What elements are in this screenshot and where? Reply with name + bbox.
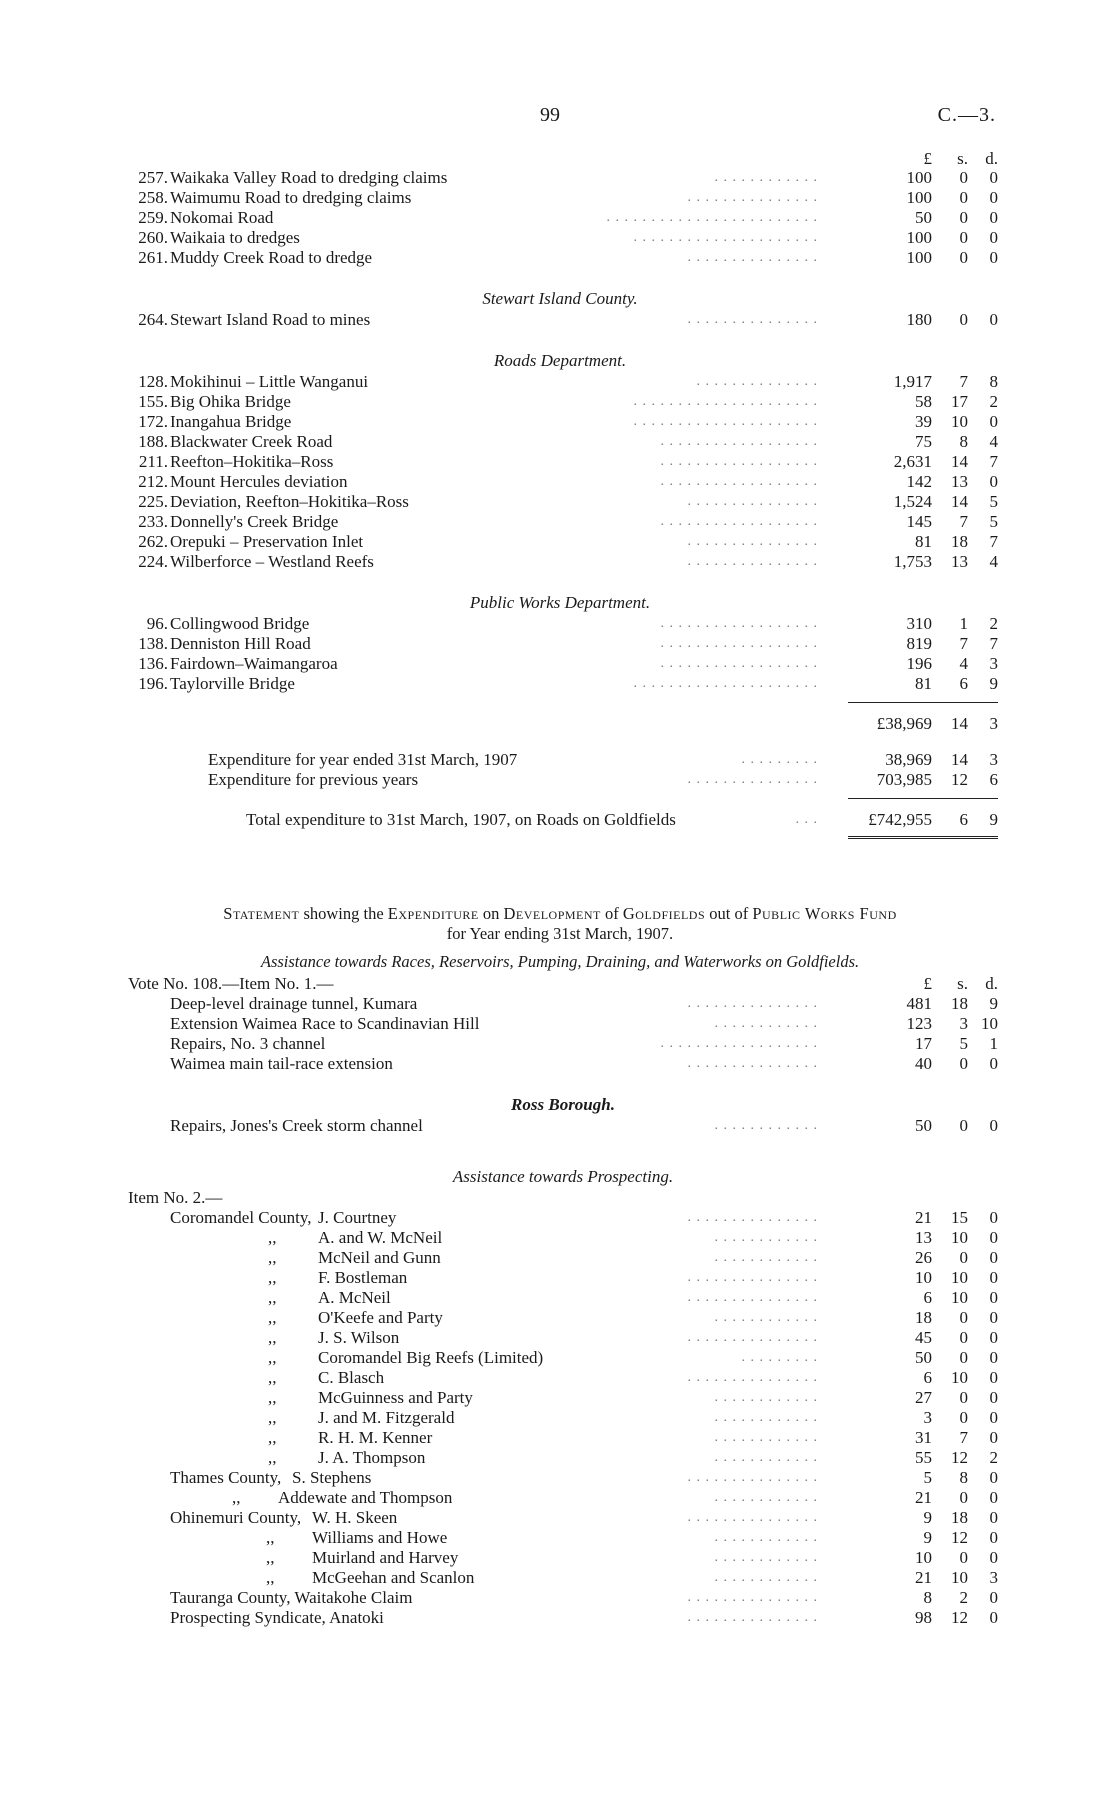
- list-item: . . . . . . . . . . . . ,, O'Keefe and Party 18 0 0: [268, 1308, 998, 1327]
- vote-label: Vote No. 108.—Item No. 1.—: [128, 974, 334, 993]
- table-row: . . . . . . . . . . . . Repairs, Jones's Creek storm channel 50 0 0: [170, 1116, 998, 1135]
- page-number: 99: [540, 104, 560, 126]
- table-row: 128. . . . . . . . . . . . . . . Mokihinui – Little Wanganui 1,917 7 8: [138, 372, 998, 391]
- list-item: . . . . . . . . . . . . ,, J. A. Thompson 55 12 2: [268, 1448, 998, 1467]
- pence-header: d.: [985, 149, 998, 168]
- assistance-races-heading: Assistance towards Races, Reservoirs, Pumping, Draining, and Waterworks on Goldfields.: [260, 952, 860, 971]
- list-item: . . . . . . . . . . . . ,, J. and M. Fitzgerald 3 0 0: [268, 1408, 998, 1427]
- list-item: . . . . . . . . . . . . . . . ,, A. McNeil 6 10 0: [268, 1288, 998, 1307]
- page-reference: C.—3.: [937, 104, 996, 126]
- table-row: 138. . . . . . . . . . . . . . . . . . . Denniston Hill Road 819 7 7: [138, 634, 998, 653]
- public-works-heading: Public Works Department.: [469, 593, 651, 612]
- table-row: . . . . . . . . . . . . . . . Waimea main tail-race extension 40 0 0: [170, 1054, 998, 1073]
- list-item: . . . . . . . . . . . . ,, McGeehan and Scanlon 21 10 3: [266, 1568, 998, 1587]
- list-item: . . . . . . . . . . . . . . . Tauranga County, Waitakohe Claim 8 2 0: [170, 1588, 998, 1607]
- list-item: . . . . . . . . . . . . ,, R. H. M. Kenner 31 7 0: [268, 1428, 998, 1447]
- table-row: 264. . . . . . . . . . . . . . . . Stewart Island Road to mines 180 0 0: [138, 310, 998, 329]
- table-row: 172. . . . . . . . . . . . . . . . . . . . . . Inangahua Bridge 39 10 0: [138, 412, 998, 431]
- table-row: 224. . . . . . . . . . . . . . . . Wilberforce – Westland Reefs 1,753 13 4: [138, 552, 998, 571]
- item-row: Item No. 2.—: [128, 1188, 223, 1207]
- list-item: . . . . . . . . . . . . ,, McGuinness and Party 27 0 0: [268, 1388, 998, 1407]
- table-row: 260. . . . . . . . . . . . . . . . . . . . . . Waikaia to dredges 100 0 0: [138, 228, 998, 247]
- page-header: [0, 104, 1114, 130]
- roads-items: [122, 372, 998, 572]
- top-items: [122, 168, 998, 268]
- grand-total-double-rule: [848, 836, 998, 839]
- table-row: . . . . . . . . . . . . . . . . . . Repairs, No. 3 channel 17 5 1: [170, 1034, 998, 1053]
- coromandel-list: [128, 1208, 998, 1468]
- list-item: . . . . . . . . . . . . ,, Williams and Howe 9 12 0: [266, 1528, 998, 1547]
- goldfields-development-section: [128, 974, 998, 1628]
- list-item: . . . . . . . . . . . . . . . ,, F. Bostleman 10 10 0: [268, 1268, 998, 1287]
- table-row: 262. . . . . . . . . . . . . . . . Orepuki – Preservation Inlet 81 18 7: [138, 532, 998, 551]
- roads-department-heading: Roads Department.: [493, 351, 627, 370]
- table-row: 258. . . . . . . . . . . . . . . . Waimumu Road to dredging claims 100 0 0: [138, 188, 998, 207]
- table-row: 155. . . . . . . . . . . . . . . . . . . . . . Big Ohika Bridge 58 17 2: [138, 392, 998, 411]
- statement-subtitle: for Year ending 31st March, 1907.: [446, 924, 674, 943]
- vote-row: Vote No. 108.—Item No. 1.— £ s. d.: [128, 974, 998, 993]
- table-row: 261. . . . . . . . . . . . . . . . Muddy Creek Road to dredge 100 0 0: [138, 248, 998, 267]
- statement-title: Statement showing the Expenditure on Development of Goldfields out of Public Works Fund for Year ending 31st March, 1907.: [122, 904, 998, 944]
- subtotal-rule: [848, 702, 998, 703]
- pwd-items: [122, 614, 998, 694]
- list-item: . . . . . . . . . . . . ,, McNeil and Gunn 26 0 0: [268, 1248, 998, 1267]
- list-item: . . . . . . . . . . . . ,, Muirland and Harvey 10 0 0: [266, 1548, 998, 1567]
- list-item: . . . . . . . . . . . . . . . ,, J. S. Wilson 45 0 0: [268, 1328, 998, 1347]
- table-row: 211. . . . . . . . . . . . . . . . . . . Reefton–Hokitika–Ross 2,631 14 7: [138, 452, 998, 471]
- table-row: 212. . . . . . . . . . . . . . . . . . . Mount Hercules deviation 142 13 0: [138, 472, 998, 491]
- table-row: 225. . . . . . . . . . . . . . . . Deviation, Reefton–Hokitika–Ross 1,524 14 5: [138, 492, 998, 511]
- list-item: . . . . . . . . . . . . . . . Thames County, S. Stephens 5 8 0: [170, 1468, 998, 1487]
- table-row: . . . . . . . . . . . . Extension Waimea Race to Scandinavian Hill 123 3 10: [170, 1014, 998, 1033]
- table-row: 259. . . . . . . . . . . . . . . . . . . . . . . . . Nokomai Road 50 0 0: [138, 208, 998, 227]
- table-row: 136. . . . . . . . . . . . . . . . . . . Fairdown–Waimangaroa 196 4 3: [138, 654, 998, 673]
- subtotal-row: £38,969 14 3: [876, 714, 998, 733]
- list-item: . . . . . . . . . . . . . . . Ohinemuri County, W. H. Skeen 9 18 0: [170, 1508, 998, 1527]
- roads-expenditure-section: [122, 150, 998, 840]
- table-row: 96. . . . . . . . . . . . . . . . . . . Collingwood Bridge 310 1 2: [146, 614, 998, 633]
- stewart-island-heading: Stewart Island County.: [482, 289, 638, 308]
- table-row: 233. . . . . . . . . . . . . . . . . . . Donnelly's Creek Bridge 145 7 5: [138, 512, 998, 531]
- table-row: 188. . . . . . . . . . . . . . . . . . . Blackwater Creek Road 75 8 4: [138, 432, 998, 451]
- prospecting-heading: Assistance towards Prospecting.: [452, 1167, 674, 1186]
- list-item: . . . . . . . . . . . . ,, Addewate and Thompson 21 0 0: [232, 1488, 998, 1507]
- list-item: . . . . . . . . . ,, Coromandel Big Reefs (Limited) 50 0 0: [268, 1348, 998, 1367]
- currency-header: [122, 150, 998, 168]
- shillings-header: s.: [957, 149, 968, 168]
- list-item: . . . . . . . . . . . . . . . ,, C. Blasch 6 10 0: [268, 1368, 998, 1387]
- expenditure-year-row: . . . . . . . . . Expenditure for year ended 31st March, 1907 38,969 14 3: [208, 750, 998, 769]
- list-item: . . . . . . . . . . . . . . . Prospecting Syndicate, Anatoki 98 12 0: [170, 1608, 998, 1627]
- table-row: 196. . . . . . . . . . . . . . . . . . . . . . Taylorville Bridge 81 6 9: [138, 674, 998, 693]
- grand-total-row: . . . Total expenditure to 31st March, 1907, on Roads on Goldfields £742,955 6 9: [246, 810, 998, 829]
- expenditure-previous-row: . . . . . . . . . . . . . . . Expenditure for previous years 703,985 12 6: [208, 770, 998, 789]
- thames-list: [128, 1468, 998, 1508]
- pounds-header: £: [923, 149, 932, 168]
- ohinemuri-list: [128, 1508, 998, 1588]
- ross-borough-heading: Ross Borough.: [511, 1095, 615, 1114]
- list-item: . . . . . . . . . . . . ,, A. and W. McNeil 13 10 0: [268, 1228, 998, 1247]
- table-row: 257. . . . . . . . . . . . . Waikaka Valley Road to dredging claims 100 0 0: [138, 168, 998, 187]
- table-row: . . . . . . . . . . . . . . . Deep-level drainage tunnel, Kumara 481 18 9: [170, 994, 998, 1013]
- list-item: . . . . . . . . . . . . . . . Coromandel County, J. Courtney 21 15 0: [170, 1208, 998, 1227]
- total-rule: [848, 798, 998, 799]
